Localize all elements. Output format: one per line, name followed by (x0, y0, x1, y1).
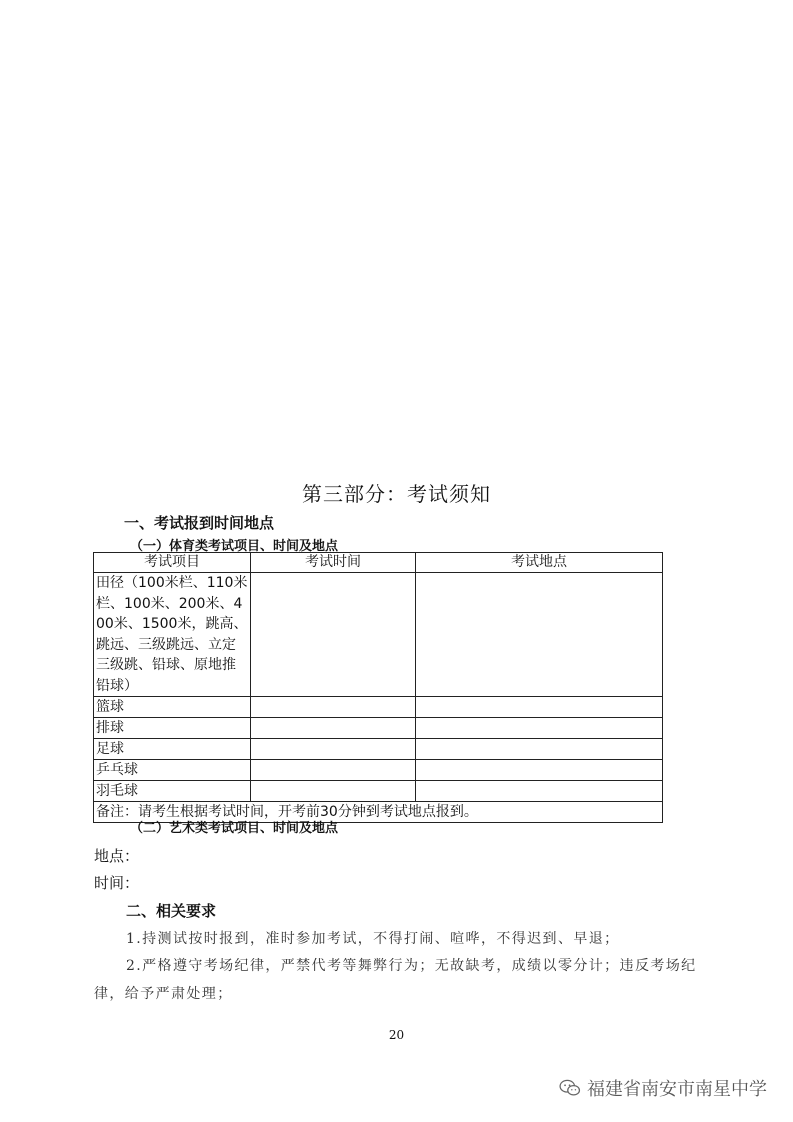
table-row (94, 739, 663, 760)
subheading-arts: （二）艺术类考试项目、时间及地点 (130, 821, 339, 836)
table-row (94, 573, 663, 697)
watermark (559, 1075, 767, 1101)
wechat-icon (559, 1079, 581, 1097)
time-cell (251, 781, 416, 802)
table-row (94, 718, 663, 739)
arts-place-label: 地点： (94, 847, 140, 865)
header-event: 考试项目 (94, 553, 251, 573)
table-row (94, 760, 663, 781)
place-cell (416, 781, 663, 802)
place-cell (416, 573, 663, 697)
place-cell (416, 718, 663, 739)
event-cell: 足球 (94, 739, 251, 760)
subheading-sports: （一）体育类考试项目、时间及地点 (130, 539, 339, 554)
page-number: 20 (388, 1028, 405, 1042)
sports-exam-table (93, 552, 663, 823)
table-note: 备注：请考生根据考试时间，开考前30分钟到考试地点报到。 (94, 802, 663, 823)
table-header-row (94, 553, 663, 573)
header-time: 考试时间 (251, 553, 416, 573)
table-row (94, 697, 663, 718)
time-cell (251, 718, 416, 739)
page-title: 第三部分：考试须知 (302, 482, 491, 506)
section-heading-registration: 一、考试报到时间地点 (124, 514, 275, 532)
event-cell: 乒乓球 (94, 760, 251, 781)
time-cell (251, 573, 416, 697)
requirement-item-1: 1.持测试按时报到，准时参加考试，不得打闹、喧哗，不得迟到、早退； (126, 931, 620, 947)
time-cell (251, 697, 416, 718)
arts-time-label: 时间： (94, 874, 140, 892)
event-cell: 排球 (94, 718, 251, 739)
header-place: 考试地点 (416, 553, 663, 573)
time-cell (251, 739, 416, 760)
requirement-item-2: 2.严格遵守考场纪律，严禁代考等舞弊行为；无故缺考，成绩以零分计；违反考场纪律，给予严肃处理； (94, 958, 697, 1002)
table-row (94, 781, 663, 802)
event-cell: 篮球 (94, 697, 251, 718)
section-heading-requirements: 二、相关要求 (126, 902, 217, 920)
event-cell: 田径（100米栏、110米栏、100米、200米、400米、1500米，跳高、跳远、三级跳远、立定三级跳、铅球、原地推铅球） (94, 573, 251, 697)
place-cell (416, 739, 663, 760)
time-cell (251, 760, 416, 781)
place-cell (416, 760, 663, 781)
place-cell (416, 697, 663, 718)
watermark-text: 福建省南安市南星中学 (587, 1079, 767, 1100)
event-cell: 羽毛球 (94, 781, 251, 802)
